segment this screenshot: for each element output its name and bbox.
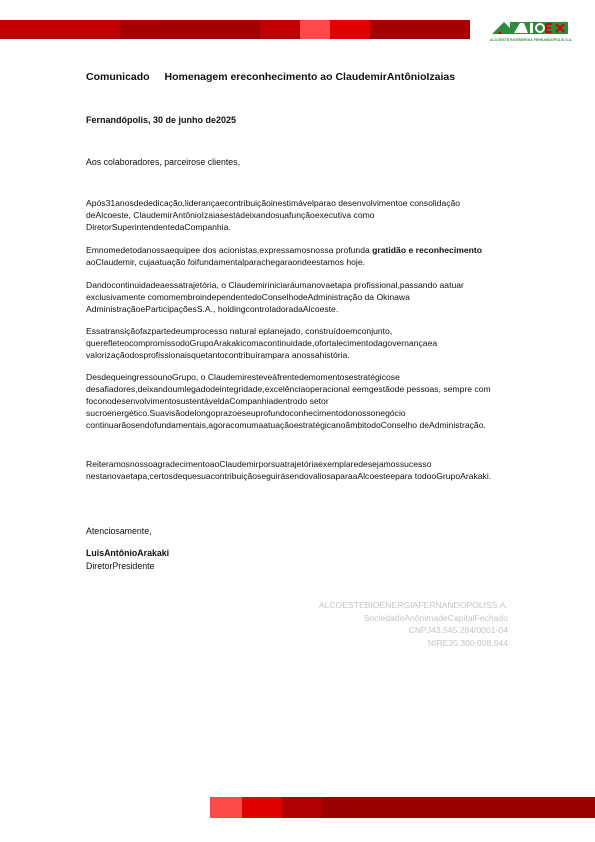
letter-date: Fernandópolis, 30 de junho de2025 — [86, 115, 237, 125]
logo-subtext: ALCOESTE BIOENERGIA FERNANDÓPOLIS S.A. — [490, 38, 573, 42]
company-info-block — [300, 599, 508, 649]
bar-segment — [330, 20, 370, 39]
letter-greeting: Aos colaboradores, parceirose clientes, — [86, 157, 241, 167]
subject-label: Comunicado — [86, 71, 150, 83]
footer-color-bar — [210, 797, 595, 818]
company-name: ALCOESTEBIOENERGIAFERNANDOPOLISS.A. — [318, 600, 508, 610]
bar-segment — [242, 797, 282, 818]
bar-segment — [260, 20, 300, 39]
company-type: SociedadeAnônimadeCapitalFechado — [363, 612, 508, 623]
bar-segment — [282, 797, 322, 818]
bar-segment — [120, 20, 160, 39]
bar-segment — [300, 20, 330, 39]
bar-segment — [322, 797, 595, 818]
bar-segment — [370, 20, 470, 39]
signer-role: DiretorPresidente — [86, 561, 155, 571]
paragraph-2-emphasis: gratidão e reconhecimento — [372, 245, 483, 255]
paragraph-2 — [86, 244, 506, 268]
letter-subject — [86, 71, 455, 83]
signer-name: LuisAntônioArakaki — [86, 548, 170, 558]
paragraph-1: Após31anosdededicação,liderançaecontribuiçãoinestimávelparao desenvolvimentoe consolidação deAlcoeste, ClaudemirAntônioIzaiasestádeixandosuafunçãoexecutiva como DiretorSuperintendentedaCompanhia. — [86, 198, 461, 232]
subject-title: Homenagem ereconhecimento ao ClaudemirAntônioIzaias — [164, 71, 456, 83]
paragraph-5: DesdequeingressounoGrupo, o Claudemiresteveàfrentedemomentosestratégicose desafiadores,deixandoumlegadodeintegridade,excelênciaoperacional eemgestãode pessoas, sempre com foconodesenvolvimentosustentáveldaCompanhiadentrodo setor sucroenergético.Suavisãodelongoprazoeseuprofundoconhecimentodonossonegócio continuarãosendofundamentais,agoracomumaatuaçãoestratégicanoâmbitodoConselho deAdministração. — [86, 372, 491, 430]
paragraph-2-start: Emnomedetodanossaequipee dos acionistas,expressamosnossa profunda — [86, 245, 370, 255]
paragraph-4: Essatransiçãofazpartedeumprocesso natural eplanejado, construídoemconjunto, querefleteocompromissodoGrupoArakakicomacontinuidade,ofortalecimentodagovernançaea valorizaçãodosprofissionaisquetantocontribuírampara anossahistória. — [86, 326, 438, 360]
paragraph-2-end: aoClaudemir, cujaatuação foifundamentalparachegaraondeestamos hoje. — [86, 257, 366, 267]
bar-segment — [210, 797, 242, 818]
company-cnpj: CNPJ43.545.284/0001-04 — [408, 625, 508, 635]
paragraph-3: Dandocontinuidadeaessatrajetória, o Claudemiriniciaráumanovaetapa profissional,passando aatuar exclusivamente comomembroindependentedoConselhodeAdministração da Okinawa AdministraçãoeParticipaçõesS.A., holdingcontroladoradaAlcoeste. — [86, 280, 464, 314]
company-nire: NIRE35.300.008.944 — [427, 637, 508, 648]
bar-segment — [0, 20, 120, 39]
letter-closing: Atenciosamente, — [86, 526, 152, 536]
paragraph-6: ReiteramosnossoagradecimentoaoClaudemirporsuatrajetóriaexemplaredesejamossucesso nestanovaetapa,certosdequesuacontribuiçãoseguirásendovaliosaparaaAlcoesteepara todooGrupoArakaki. — [86, 459, 492, 481]
bar-segment — [160, 20, 260, 39]
header-color-bar — [0, 20, 470, 39]
